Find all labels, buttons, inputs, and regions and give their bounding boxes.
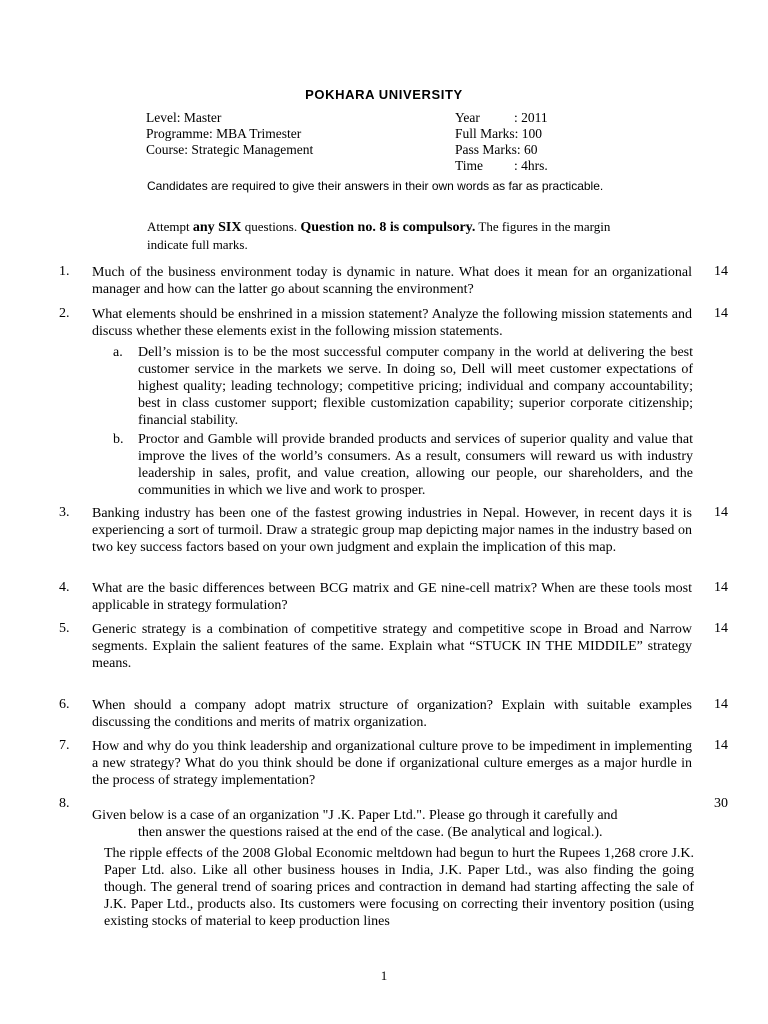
programme: Programme: MBA Trimester	[146, 126, 302, 141]
time-row	[455, 158, 548, 174]
question-number: 8.	[59, 796, 70, 811]
level: Level: Master	[146, 110, 222, 125]
year-label: Year	[455, 110, 480, 125]
time-label: Time	[455, 158, 484, 173]
attempt-any: any SIX	[192, 220, 242, 235]
course: Course: Strategic Management	[146, 142, 314, 157]
question-marks: 14	[714, 264, 728, 279]
pass-marks: Pass Marks: 60	[455, 142, 538, 157]
exam-meta-left	[146, 110, 313, 158]
question-marks: 14	[714, 697, 728, 712]
attempt-post: The figures in the margin indicate full marks.	[147, 219, 611, 252]
question-text: Much of the business environment today is dynamic in nature. What does it mean for an organizational manager and how can the latter go about scanning the environment?	[92, 265, 692, 297]
attempt-instruction	[147, 218, 637, 253]
attempt-compulsory: Question no. 8 is compulsory.	[300, 220, 476, 235]
question-text: When should a company adopt matrix structure of organization? Explain with suitable examples discussing the conditions and merits of matrix organization.	[92, 698, 692, 730]
question-marks: 30	[714, 796, 728, 811]
attempt-pre: Attempt	[147, 219, 193, 234]
case-body: The ripple effects of the 2008 Global Economic meltdown had begun to hurt the Rupees 1,268 crore J.K. Paper Ltd. also. Like all other business houses in India, J.K. Paper Ltd., was also finding the going though. The general trend of soaring prices and contraction in demand had starting affecting the sale of J.K. Paper Ltd., products also. Its customers were focusing on correcting their inventory position (using existing stocks of material to keep production lines	[104, 846, 694, 929]
question-marks: 14	[714, 505, 728, 520]
year-row	[455, 110, 548, 126]
question-marks: 14	[714, 621, 728, 636]
attempt-mid: questions.	[241, 219, 301, 234]
question-text: How and why do you think leadership and organizational culture prove to be impediment in implementing a new strategy? What do you think should be done if organizational culture emerges as a major hurdle in the process of strategy implementation?	[92, 739, 692, 788]
question-number: 5.	[59, 621, 70, 636]
question-number: 6.	[59, 697, 70, 712]
university-title: POKHARA UNIVERSITY	[305, 87, 463, 102]
question-marks: 14	[714, 738, 728, 753]
sub-text: Dell’s mission is to be the most successful computer company in the world at delivering the best customer service in the markets we serve. In doing so, Dell will meet customer expectations of highest quality; leading technology; competitive pricing; individual and company accountability; best in class customer support; flexible customization capability; superior corporate citizenship; financial stability.	[138, 345, 693, 428]
case-intro	[92, 807, 682, 841]
full-marks: Full Marks: 100	[455, 126, 543, 141]
question-text: Generic strategy is a combination of competitive strategy and competitive scope in Broad and Narrow segments. Explain the salient features of the same. Explain what “STUCK IN THE MIDDILE” strategy means.	[92, 622, 692, 671]
year-value: : 2011	[514, 110, 548, 125]
question-text: Banking industry has been one of the fastest growing industries in Nepal. However, in recent days it is experiencing a sort of turmoil. Draw a strategic group map depicting major names in the industry based on two key success factors based on your own judgment and explain the implication of this map.	[92, 506, 692, 555]
page-number: 1	[380, 968, 388, 983]
question-marks: 14	[714, 306, 728, 321]
question-number: 2.	[59, 306, 70, 321]
candidates-instruction: Candidates are required to give their answers in their own words as far as practicable.	[147, 179, 604, 193]
question-number: 1.	[59, 264, 70, 279]
sub-text: Proctor and Gamble will provide branded products and services of superior quality and value that improve the lives of the world’s consumers. As a result, consumers will reward us with industry leadership in sales, profit, and value creation, allowing our people, our shareholders, and the communities in which we live and work to prosper.	[138, 432, 693, 498]
question-number: 4.	[59, 580, 70, 595]
question-text: What elements should be enshrined in a mission statement? Analyze the following mission statements and discuss whether these elements exist in the following mission statements.	[92, 307, 692, 339]
question-marks: 14	[714, 580, 728, 595]
sub-label: b.	[113, 432, 124, 447]
case-intro-line-2: then answer the questions raised at the end of the case. (Be analytical and logical.).	[138, 825, 603, 840]
question-text: What are the basic differences between BCG matrix and GE nine-cell matrix? When are these tools most applicable in strategy formulation?	[92, 581, 692, 613]
case-intro-line-1: Given below is a case of an organization "J .K. Paper Ltd.". Please go through it carefully and	[92, 808, 618, 823]
time-value: : 4hrs.	[514, 158, 548, 173]
sub-label: a.	[113, 345, 123, 360]
question-number: 7.	[59, 738, 70, 753]
exam-meta-right	[455, 110, 548, 174]
question-number: 3.	[59, 505, 70, 520]
